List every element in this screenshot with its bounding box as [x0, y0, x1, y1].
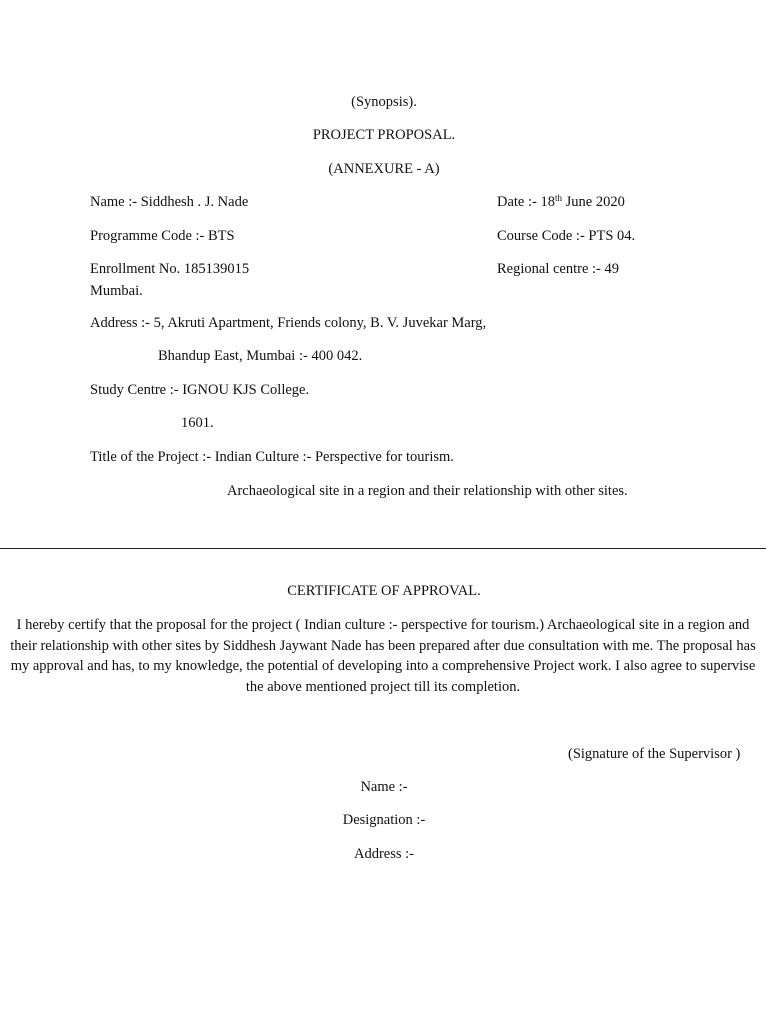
study-centre-code: 1601. [181, 415, 214, 431]
supervisor-designation-label: Designation :- [342, 812, 426, 828]
course-code: Course Code :- PTS 04. [497, 228, 636, 244]
programme-code: Programme Code :- BTS [90, 228, 235, 244]
proposal-heading: PROJECT PROPOSAL. [312, 127, 456, 143]
certificate-body: I hereby certify that the proposal for the project ( Indian culture :- perspective for tourism.) Archaeological site in a region and their relationship with other sites by Siddhesh Jaywant Nade has been prepared after due consultation with me. The proposal has my approval and has, to my knowledge, the potential of developing into a comprehensive Project work. I also agree to supervise the above mentioned project till its completion. [10, 617, 756, 695]
address-line-2: Bhandup East, Mumbai :- 400 042. [158, 348, 363, 364]
proposal-date [497, 193, 625, 211]
synopsis-label: (Synopsis). [351, 94, 417, 110]
study-centre: Study Centre :- IGNOU KJS College. [90, 382, 310, 398]
supervisor-address-label: Address :- [353, 846, 414, 862]
section-divider [0, 548, 766, 549]
regional-centre: Regional centre :- 49 [497, 261, 619, 277]
project-title-line-2: Archaeological site in a region and their relationship with other sites. [227, 483, 628, 499]
supervisor-name-label: Name :- [360, 779, 408, 795]
supervisor-signature-label: (Signature of the Supervisor ) [568, 746, 741, 762]
city-label: Mumbai. [90, 283, 143, 299]
date-ordinal-suffix: th [554, 193, 562, 203]
address-line-1: Address :- 5, Akruti Apartment, Friends colony, B. V. Juvekar Marg, [90, 315, 487, 331]
certificate-heading: CERTIFICATE OF APPROVAL. [287, 583, 481, 599]
project-title: Title of the Project :- Indian Culture :- Perspective for tourism. [90, 449, 454, 465]
student-name: Name :- Siddhesh . J. Nade [90, 194, 249, 210]
enrollment-number: Enrollment No. 185139015 [90, 261, 250, 277]
annexure-label: (ANNEXURE - A) [328, 161, 440, 177]
date-prefix: Date :- 18 [497, 194, 555, 210]
date-rest: June 2020 [562, 194, 625, 210]
